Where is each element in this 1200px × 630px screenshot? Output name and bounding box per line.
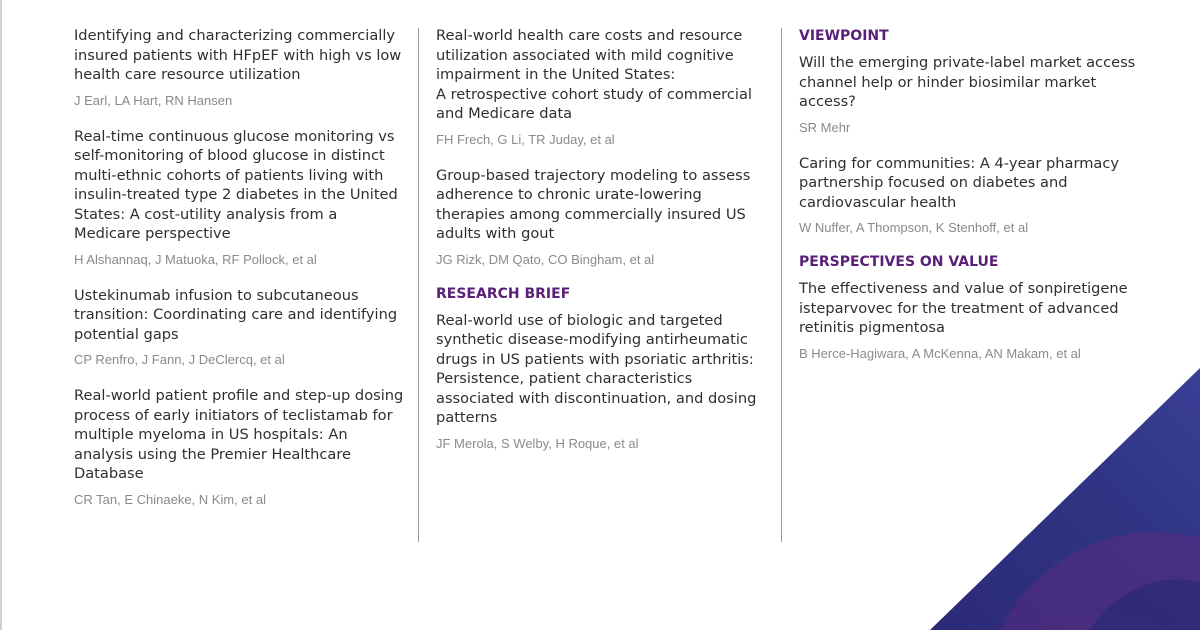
- article-title[interactable]: Ustekinumab infusion to subcutaneous transition: Coordinating care and identifying potential gaps: [74, 286, 398, 343]
- article-title[interactable]: Real-world patient profile and step-up dosing process of early initiators of teclistamab for multiple myeloma in US hospitals: An analysis using the Premier Healthcare Database: [74, 387, 404, 482]
- column-divider: [418, 28, 419, 542]
- section-heading-perspectives-on-value: PERSPECTIVES ON VALUE: [799, 254, 999, 270]
- decorative-corner-graphic: [930, 368, 1200, 630]
- column-1: [74, 26, 406, 526]
- article-title[interactable]: Group-based trajectory modeling to assess adherence to chronic urate-lowering therapies among commercially insured US adults with gout: [436, 166, 751, 242]
- article-title[interactable]: Real-world use of biologic and targeted synthetic disease-modifying antirheumatic drugs in US patients with psoriatic arthritis: Persistence, patient characteristics associated with discontinuation, and dosing patterns: [436, 311, 757, 426]
- article-authors: JG Rizk, DM Qato, CO Bingham, et al: [436, 251, 655, 267]
- column-3: [799, 26, 1139, 380]
- article-item[interactable]: [74, 26, 406, 109]
- section-heading-research-brief: RESEARCH BRIEF: [436, 285, 571, 302]
- article-item[interactable]: [74, 286, 406, 369]
- article-authors: H Alshannaq, J Matuoka, RF Pollock, et al: [74, 251, 317, 267]
- article-authors: CR Tan, E Chinaeke, N Kim, et al: [74, 491, 266, 507]
- article-authors: J Earl, LA Hart, RN Hansen: [74, 92, 233, 108]
- article-authors: JF Merola, S Welby, H Roque, et al: [436, 435, 639, 451]
- page-edge: [0, 0, 2, 630]
- article-item[interactable]: [436, 166, 766, 268]
- article-item[interactable]: [799, 53, 1139, 136]
- article-authors: W Nuffer, A Thompson, K Stenhoff, et al: [799, 220, 1029, 235]
- article-title[interactable]: Will the emerging private-label market access channel help or hinder biosimilar market access?: [799, 54, 1136, 110]
- article-authors: B Herce-Hagiwara, A McKenna, AN Makam, et al: [799, 345, 1081, 361]
- article-title[interactable]: Identifying and characterizing commercially insured patients with HFpEF with high vs low health care resource utilization: [74, 27, 402, 83]
- column-divider: [781, 28, 782, 542]
- article-item[interactable]: [436, 311, 766, 452]
- article-authors: FH Frech, G Li, TR Juday, et al: [436, 131, 615, 147]
- article-title[interactable]: Real-world health care costs and resource utilization associated with mild cognitive impairment in the United States: A retrospective cohort study of commercial and Medicare data: [436, 27, 752, 122]
- article-authors: CP Renfro, J Fann, J DeClercq, et al: [74, 352, 285, 367]
- article-item[interactable]: [74, 127, 406, 268]
- article-item[interactable]: [436, 26, 766, 148]
- article-item[interactable]: [799, 154, 1139, 237]
- article-authors: SR Mehr: [799, 119, 851, 135]
- article-title[interactable]: Caring for communities: A 4-year pharmacy partnership focused on diabetes and cardiovascular health: [799, 154, 1120, 211]
- section-heading-viewpoint: VIEWPOINT: [799, 28, 889, 44]
- article-item[interactable]: [74, 386, 406, 508]
- article-title[interactable]: Real-time continuous glucose monitoring vs self-monitoring of blood glucose in distinct multi-ethnic cohorts of patients living with insulin-treated type 2 diabetes in the United States: A cost-utility analysis from a Medicare perspective: [74, 127, 398, 242]
- column-2: [436, 26, 766, 470]
- article-item[interactable]: [799, 279, 1139, 362]
- article-title[interactable]: The effectiveness and value of sonpiretigene isteparvovec for the treatment of advanced retinitis pigmentosa: [799, 280, 1128, 336]
